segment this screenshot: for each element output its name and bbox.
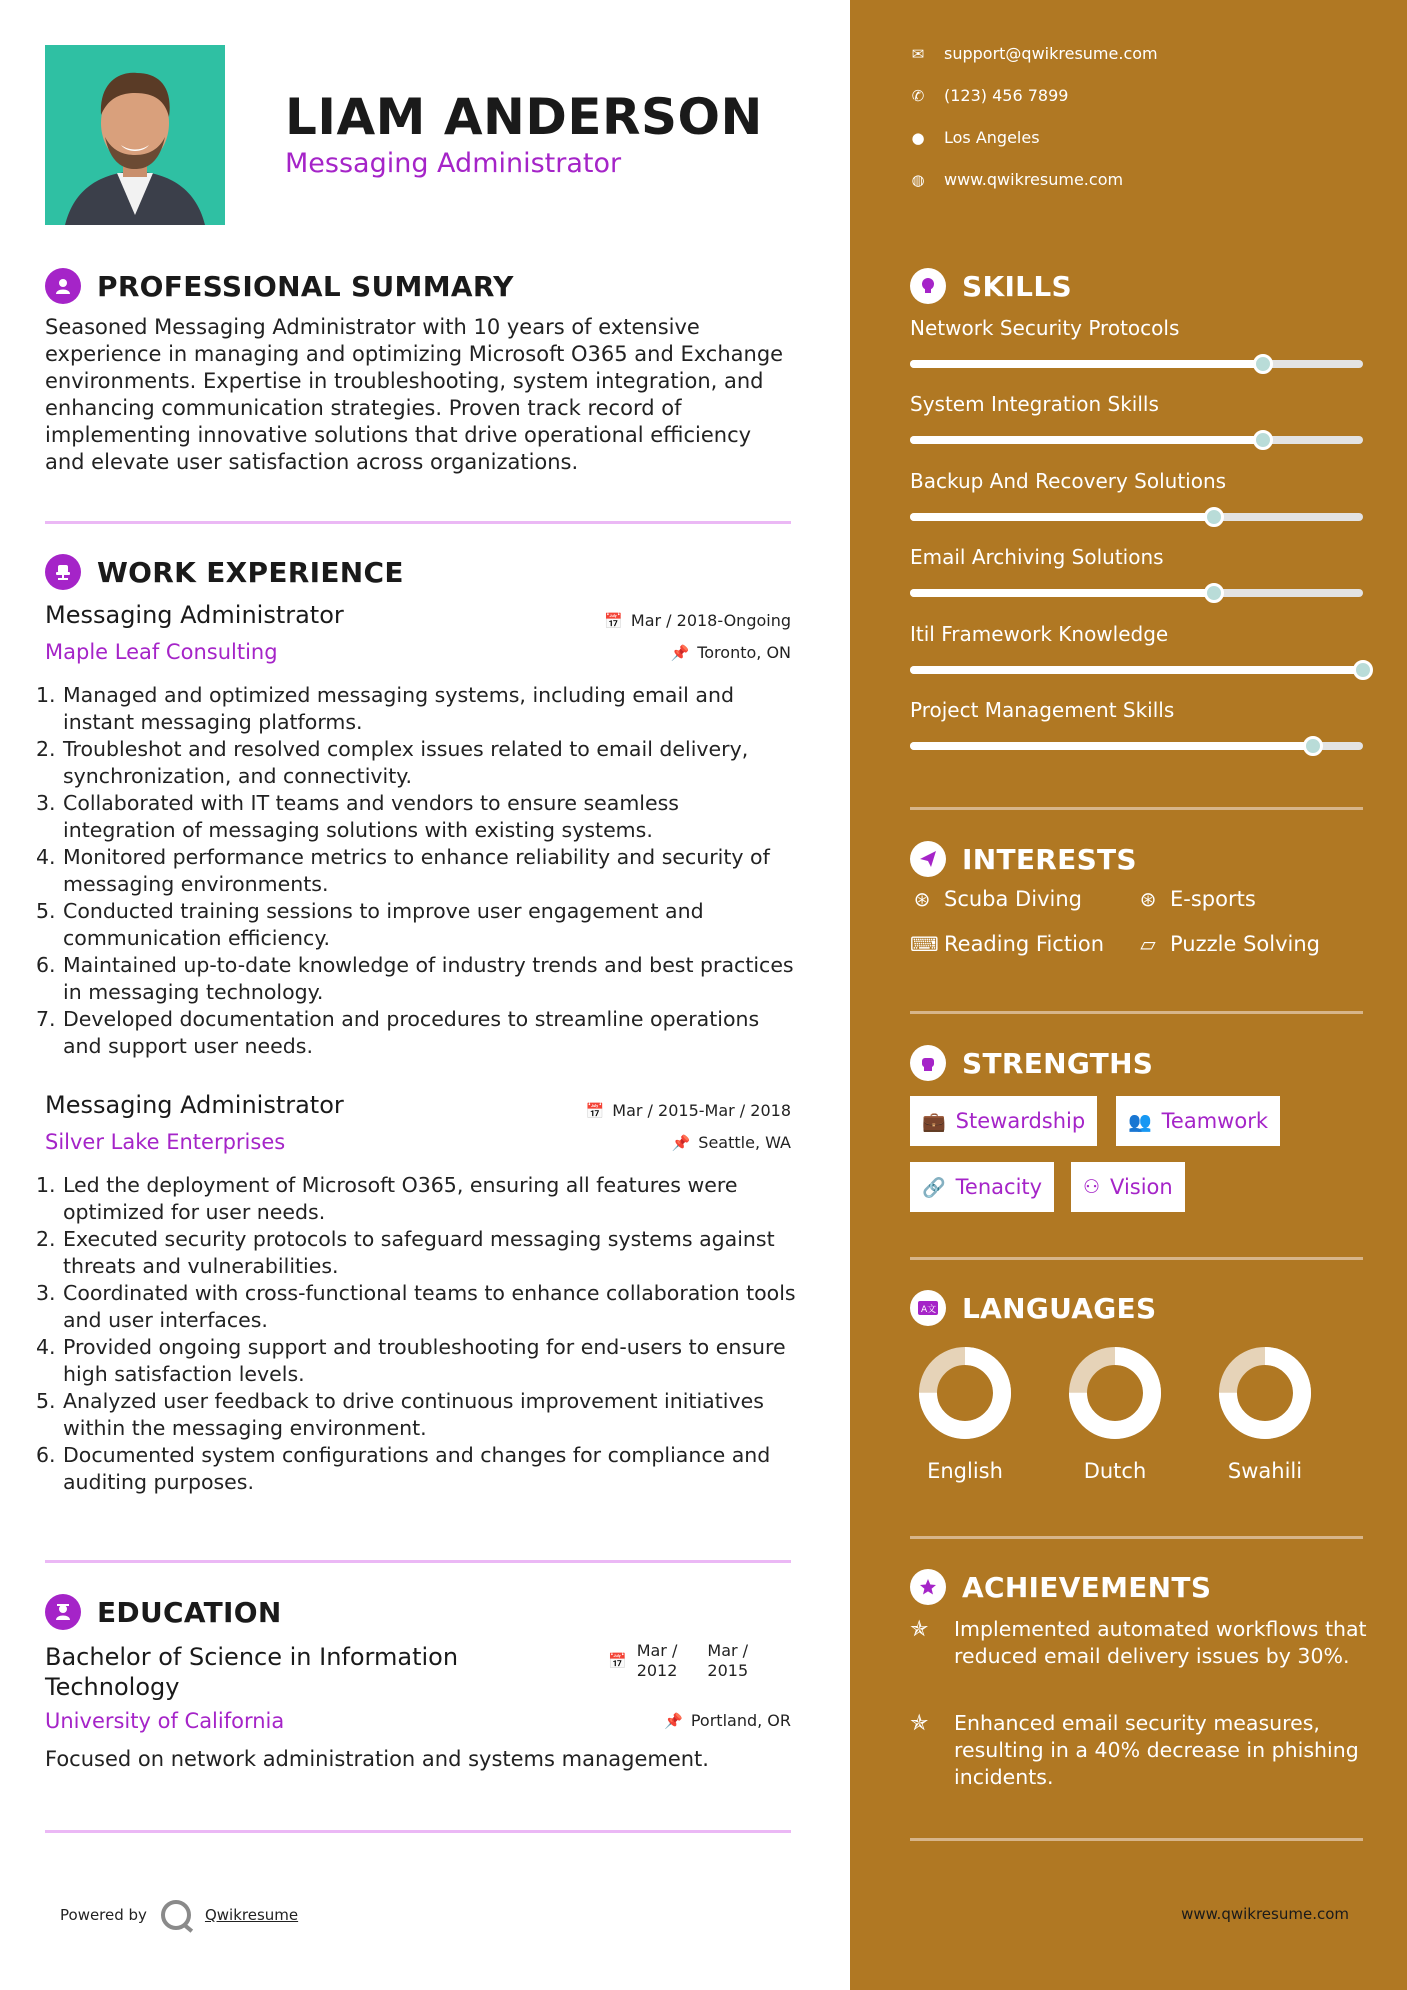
job-date: [604, 611, 791, 630]
users-icon: 👥: [1128, 1110, 1152, 1133]
link-icon: 🔗: [922, 1176, 946, 1199]
profile-photo: [45, 45, 225, 225]
contact-website[interactable]: [910, 170, 1123, 189]
contact-email[interactable]: [910, 44, 1158, 63]
education-title: EDUCATION: [97, 1595, 282, 1629]
education-location-text: Portland, OR: [690, 1711, 791, 1730]
skill-bar: [910, 589, 1363, 597]
user-icon: [45, 268, 81, 304]
graduate-icon: [45, 1594, 81, 1630]
education-description: Focused on network administration and systems management.: [45, 1747, 709, 1771]
skill-slider-handle: [1204, 507, 1224, 527]
website-text: www.qwikresume.com: [944, 170, 1124, 189]
job-location-text: Seattle, WA: [698, 1133, 791, 1152]
strength-chip: 🔗 Tenacity: [910, 1162, 1054, 1212]
job-company: Maple Leaf Consulting: [45, 640, 278, 664]
list-item: 7. Developed documentation and procedures to streamline operations and support user needs.: [36, 1007, 760, 1058]
section-divider: [45, 521, 791, 524]
interests-header: [910, 841, 1137, 877]
office-chair-icon: [45, 554, 81, 590]
education-dates: [608, 1641, 748, 1681]
powered-by: [60, 1900, 298, 1930]
skills-title: SKILLS: [962, 269, 1072, 303]
language-name: English: [927, 1459, 1003, 1483]
strengths-title: STRENGTHS: [962, 1046, 1154, 1080]
skill-bar-fill: [910, 436, 1263, 444]
lightbulb-icon: [910, 268, 946, 304]
achievements-title: ACHIEVEMENTS: [962, 1570, 1212, 1604]
skill-label: System Integration Skills: [910, 392, 1159, 417]
language-name: Swahili: [1227, 1459, 1303, 1483]
language-ring: [1067, 1345, 1163, 1441]
list-item: 3. Collaborated with IT teams and vendors to ensure seamless integration of messaging solutions with existing systems.: [36, 791, 679, 842]
lifebuoy-icon: ⊛: [1139, 887, 1157, 911]
candidate-role: Messaging Administrator: [285, 148, 622, 179]
skill-bar: [910, 360, 1363, 368]
skill-bar-fill: [910, 513, 1214, 521]
education-header: [45, 1594, 282, 1630]
section-divider: [45, 1830, 791, 1833]
skill-label: Project Management Skills: [910, 698, 1175, 722]
job-title: Messaging Administrator: [45, 1091, 344, 1119]
skill-bar-fill: [910, 589, 1214, 597]
languages-header: [910, 1290, 1156, 1326]
list-item: 2. Executed security protocols to safeguard messaging systems against threats and vulnerabilities.: [36, 1227, 775, 1278]
job-location: [672, 1133, 791, 1152]
interests-title: INTERESTS: [962, 842, 1137, 876]
summary-title: PROFESSIONAL SUMMARY: [97, 269, 514, 303]
phone-icon: ✆: [911, 86, 925, 105]
skill-label: Email Archiving Solutions: [910, 545, 1164, 570]
languages-title: LANGUAGES: [962, 1291, 1157, 1325]
fist-icon: [910, 1045, 946, 1081]
powered-by-label: Powered by: [60, 1906, 147, 1924]
briefcase-icon: 💼: [922, 1110, 946, 1133]
language-name: Dutch: [1083, 1459, 1147, 1483]
job-location: [671, 643, 791, 662]
achievement-item: ✯ Implemented automated workflows that reduced email delivery issues by 30%.: [910, 1617, 1367, 1668]
summary-header: [45, 268, 514, 304]
strengths-header: [910, 1045, 1153, 1081]
degree-title: [45, 1642, 458, 1702]
interest-item: ▱ Puzzle Solving: [1136, 932, 1320, 956]
skill-slider-handle: [1303, 736, 1323, 756]
job-duties-list: [36, 1172, 796, 1496]
section-divider: [45, 1560, 791, 1563]
strength-chip: 💼 Stewardship: [910, 1096, 1097, 1146]
list-item: 4. Monitored performance metrics to enhance reliability and security of messaging environments.: [36, 845, 770, 896]
skill-bar: [910, 436, 1363, 444]
gamepad-icon: ⌨: [910, 932, 939, 956]
summary-text: Seasoned Messaging Administrator with 10 years of extensive experience in managing and optimizing Microsoft O365 and Exchange environments. Expertise in troubleshooting, system integration, and enhancing communication strategies. Proven track record of implementing innovative solutions that drive operational efficiency and elevate user satisfaction across organizations.: [45, 315, 784, 474]
achievement-item: ✯ Enhanced email security measures, resulting in a 40% decrease in phishing incidents.: [910, 1711, 1359, 1789]
section-divider: [910, 1011, 1363, 1014]
language-item: [1200, 1345, 1330, 1483]
section-divider: [910, 1838, 1363, 1841]
skill-label: Itil Framework Knowledge: [910, 621, 1169, 646]
skill-label: Backup And Recovery Solutions: [910, 468, 1227, 493]
paper-plane-icon: [910, 841, 946, 877]
education-location: [664, 1711, 791, 1730]
calendar-icon: 📅: [604, 611, 623, 630]
skill-bar-fill: [910, 666, 1363, 674]
list-item: 3. Coordinated with cross-functional teams to enhance collaboration tools and user interfaces.: [36, 1281, 796, 1332]
job-company: Silver Lake Enterprises: [45, 1130, 286, 1154]
skill-slider-handle: [1353, 660, 1373, 680]
calendar-icon: 📅: [585, 1101, 605, 1120]
section-divider: [910, 1536, 1363, 1539]
lifebuoy-icon: ⊛: [913, 887, 931, 911]
job-duties-list: [36, 682, 796, 1060]
map-pin-icon: ●: [911, 128, 925, 147]
candidate-name: LIAM ANDERSON: [285, 88, 763, 146]
strength-chip: 👥 Teamwork: [1116, 1096, 1280, 1146]
footer-website[interactable]: www.qwikresume.com: [1181, 1905, 1349, 1923]
skill-bar-fill: [910, 742, 1313, 750]
globe-icon: ◍: [911, 170, 925, 189]
experience-header: [45, 554, 404, 590]
pin-icon: 📌: [664, 1711, 683, 1730]
job-title: Messaging Administrator: [45, 601, 344, 629]
calendar-icon: 📅: [608, 1652, 627, 1670]
interest-item: ⊛ E-sports: [1136, 887, 1256, 911]
book-icon: ▱: [1140, 932, 1156, 956]
avatar: [45, 45, 225, 225]
pin-icon: 📌: [671, 1133, 691, 1152]
location-text: Los Angeles: [944, 128, 1040, 147]
list-item: 2. Troubleshot and resolved complex issues related to email delivery, synchronization, and connectivity.: [36, 737, 749, 788]
degree-line: Bachelor of Science in Information: [45, 1643, 459, 1671]
qwikresume-logo-icon: [161, 1900, 191, 1930]
experience-title: WORK EXPERIENCE: [97, 555, 404, 589]
list-item: 1. Managed and optimized messaging systems, including email and instant messaging platforms.: [36, 683, 734, 734]
skill-bar: [910, 666, 1363, 674]
sidebar: [850, 0, 1407, 1990]
list-item: 4. Provided ongoing support and troubleshooting for end-users to ensure high satisfaction levels.: [36, 1335, 786, 1386]
qwikresume-link[interactable]: Qwikresume: [204, 1906, 299, 1924]
skill-bar: [910, 742, 1363, 750]
skill-bar-fill: [910, 360, 1263, 368]
education-start: Mar / 2012: [636, 1641, 678, 1680]
job-date-text: Mar / 2018-Ongoing: [630, 611, 791, 630]
pin-icon: 📌: [670, 643, 690, 662]
achievements-header: [910, 1569, 1211, 1605]
interest-item: ⊛ Scuba Diving: [910, 887, 1082, 911]
skill-slider-handle: [1204, 583, 1224, 603]
job-location-text: Toronto, ON: [697, 643, 791, 662]
list-item: 6. Maintained up-to-date knowledge of industry trends and best practices in messaging technology.: [36, 953, 794, 1004]
education-end: Mar / 2015: [707, 1641, 749, 1680]
interest-item: ⌨ Reading Fiction: [910, 932, 1105, 956]
svg-text:A文: A文: [921, 1305, 937, 1315]
contact-location: [910, 128, 1040, 147]
star-icon: ✯: [910, 1711, 929, 1736]
language-ring: [1217, 1345, 1313, 1441]
section-divider: [910, 1257, 1363, 1260]
envelope-icon: ✉: [911, 44, 925, 63]
star-icon: ✯: [910, 1617, 929, 1642]
school-name: University of California: [45, 1709, 285, 1733]
list-item: 5. Conducted training sessions to improve user engagement and communication efficiency.: [36, 899, 704, 950]
skill-slider-handle: [1253, 430, 1273, 450]
language-ring: [917, 1345, 1013, 1441]
job-date-text: Mar / 2015-Mar / 2018: [612, 1101, 791, 1120]
skill-label: Network Security Protocols: [910, 316, 1180, 340]
list-item: 6. Documented system configurations and changes for compliance and auditing purposes.: [36, 1443, 771, 1494]
binoculars-icon: ⚇: [1083, 1176, 1101, 1198]
list-item: 1. Led the deployment of Microsoft O365, ensuring all features were optimized for user needs.: [36, 1173, 738, 1224]
job-date: [586, 1101, 791, 1120]
strength-chip: ⚇ Vision: [1071, 1162, 1185, 1212]
language-item: [900, 1345, 1030, 1483]
list-item: 5. Analyzed user feedback to drive continuous improvement initiatives within the messaging environment.: [36, 1389, 764, 1440]
language-item: [1050, 1345, 1180, 1483]
skill-bar: [910, 513, 1363, 521]
skills-header: [910, 268, 1072, 304]
phone-text: (123) 456 7899: [944, 86, 1069, 105]
skill-slider-handle: [1253, 354, 1273, 374]
translate-icon: [910, 1290, 946, 1326]
degree-line: Technology: [45, 1673, 180, 1701]
email-text: support@qwikresume.com: [944, 44, 1158, 63]
section-divider: [910, 807, 1363, 810]
star-icon: [910, 1569, 946, 1605]
contact-phone[interactable]: [910, 86, 1068, 105]
